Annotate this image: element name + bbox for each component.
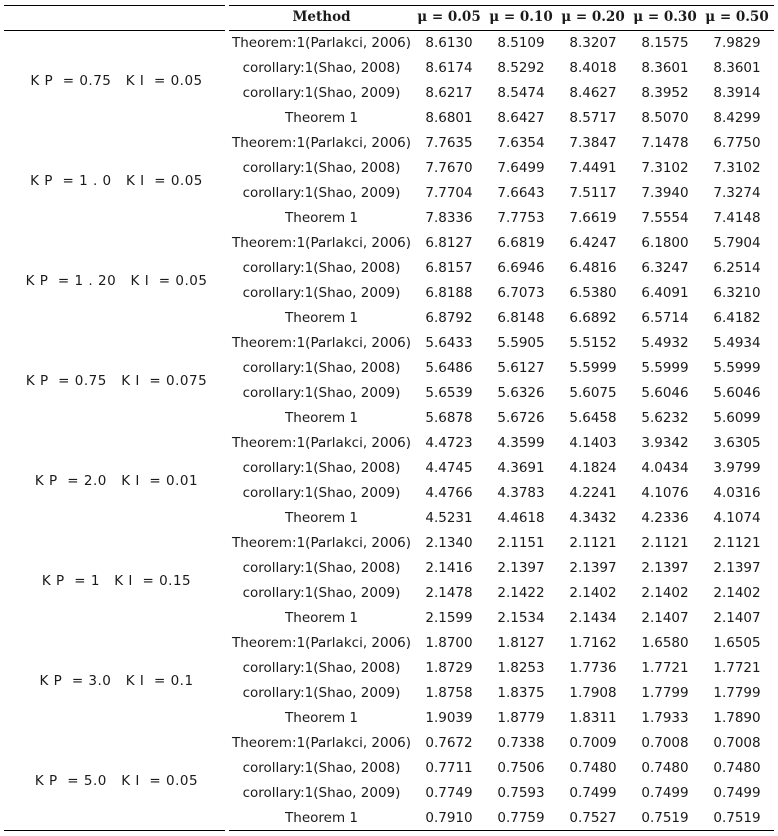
table-row: [229, 56, 774, 81]
table-row: [229, 231, 774, 256]
value-cell: 4.2241: [569, 485, 617, 501]
value-cell: 6.7750: [713, 135, 761, 151]
value-cell: 7.7635: [425, 135, 473, 151]
gain-condition: K P = 1 . 20 K I = 0.05: [25, 273, 208, 289]
value-cell: 0.7593: [497, 785, 545, 801]
value-cell: 4.1403: [569, 435, 617, 451]
method-cell: corollary:1(Shao, 2008): [242, 460, 401, 476]
value-cell: 2.1397: [641, 560, 689, 576]
parameter-group: [4, 731, 774, 831]
value-cell: 6.4182: [713, 310, 761, 326]
method-cell: corollary:1(Shao, 2008): [242, 360, 401, 376]
value-cell: 6.8188: [425, 285, 473, 301]
table-row: [229, 356, 774, 381]
table-row: [229, 281, 774, 306]
value-cell: 7.4148: [713, 210, 761, 226]
value-cell: 6.8127: [425, 235, 473, 251]
value-cell: 7.4491: [569, 160, 617, 176]
value-cell: 5.6433: [425, 335, 473, 351]
value-cell: 7.6619: [569, 210, 617, 226]
value-cell: 0.7672: [425, 735, 473, 751]
value-cell: 1.7799: [641, 685, 689, 701]
value-cell: 6.3247: [641, 260, 689, 276]
value-cell: 1.7736: [569, 660, 617, 676]
table-row: [229, 631, 774, 656]
method-cell: Theorem:1(Parlakci, 2006): [231, 235, 412, 251]
gain-condition: K P = 2.0 K I = 0.01: [34, 473, 199, 489]
value-cell: 0.7338: [497, 735, 545, 751]
value-cell: 3.9799: [713, 460, 761, 476]
method-cell: corollary:1(Shao, 2008): [242, 160, 401, 176]
value-cell: 0.7009: [569, 735, 617, 751]
value-cell: 0.7480: [641, 760, 689, 776]
value-cell: 5.5905: [497, 335, 545, 351]
table-row: [229, 156, 774, 181]
value-cell: 7.3102: [713, 160, 761, 176]
method-cell: corollary:1(Shao, 2009): [242, 685, 401, 701]
value-cell: 1.7721: [713, 660, 761, 676]
value-cell: 7.6354: [497, 135, 545, 151]
method-cell: Theorem 1: [285, 610, 358, 626]
value-cell: 1.8758: [425, 685, 473, 701]
method-cell: Theorem 1: [285, 210, 358, 226]
table-row: [229, 381, 774, 406]
value-cell: 1.6505: [713, 635, 761, 651]
mu-header-2: μ = 0.10: [489, 9, 553, 25]
value-cell: 5.6878: [425, 410, 473, 426]
value-cell: 1.7721: [641, 660, 689, 676]
value-cell: 4.4745: [425, 460, 473, 476]
method-header: Method: [292, 9, 351, 25]
mu-header-3: μ = 0.20: [561, 9, 625, 25]
value-cell: 6.5380: [569, 285, 617, 301]
method-cell: corollary:1(Shao, 2009): [242, 285, 401, 301]
mu-header-5: μ = 0.50: [705, 9, 769, 25]
value-cell: 4.4618: [497, 510, 545, 526]
value-cell: 2.1407: [641, 610, 689, 626]
value-cell: 4.2336: [641, 510, 689, 526]
gain-condition: K P = 5.0 K I = 0.05: [34, 773, 199, 789]
table-row: [229, 206, 774, 231]
value-cell: 7.1478: [641, 135, 689, 151]
value-cell: 2.1402: [569, 585, 617, 601]
method-cell: corollary:1(Shao, 2008): [242, 60, 401, 76]
method-cell: Theorem:1(Parlakci, 2006): [231, 635, 412, 651]
value-cell: 5.6726: [497, 410, 545, 426]
value-cell: 1.8729: [425, 660, 473, 676]
method-cell: corollary:1(Shao, 2009): [242, 185, 401, 201]
value-cell: 6.7073: [497, 285, 545, 301]
method-cell: Theorem:1(Parlakci, 2006): [231, 335, 412, 351]
table-row: [229, 681, 774, 706]
value-cell: 6.8792: [425, 310, 473, 326]
value-cell: 7.3847: [569, 135, 617, 151]
mu-header-4: μ = 0.30: [633, 9, 697, 25]
method-cell: Theorem:1(Parlakci, 2006): [231, 35, 412, 51]
gain-condition: K P = 3.0 K I = 0.1: [39, 673, 194, 689]
value-cell: 4.3599: [497, 435, 545, 451]
value-cell: 5.6232: [641, 410, 689, 426]
method-cell: corollary:1(Shao, 2009): [242, 485, 401, 501]
value-cell: 4.4723: [425, 435, 473, 451]
table-row: [229, 456, 774, 481]
method-cell: Theorem 1: [285, 410, 358, 426]
value-cell: 5.7904: [713, 235, 761, 251]
value-cell: 8.6217: [425, 85, 473, 101]
method-cell: Theorem 1: [285, 310, 358, 326]
value-cell: 7.6643: [497, 185, 545, 201]
table-row: [229, 481, 774, 506]
value-cell: 1.7908: [569, 685, 617, 701]
value-cell: 2.1340: [425, 535, 473, 551]
value-cell: 0.7910: [425, 810, 473, 826]
bottom-rule-left: [4, 830, 225, 831]
value-cell: 7.5554: [641, 210, 689, 226]
value-cell: 8.3601: [713, 60, 761, 76]
value-cell: 8.5292: [497, 60, 545, 76]
value-cell: 4.3432: [569, 510, 617, 526]
table-row: [229, 806, 774, 831]
table-row: [229, 181, 774, 206]
value-cell: 5.6326: [497, 385, 545, 401]
parameter-group: [4, 31, 774, 131]
value-cell: 5.6458: [569, 410, 617, 426]
value-cell: 2.1599: [425, 610, 473, 626]
value-cell: 5.4932: [641, 335, 689, 351]
value-cell: 5.5999: [713, 360, 761, 376]
gain-condition: K P = 1 K I = 0.15: [41, 573, 192, 589]
table-row: [229, 706, 774, 731]
method-cell: Theorem:1(Parlakci, 2006): [231, 535, 412, 551]
value-cell: 4.1074: [713, 510, 761, 526]
value-cell: 2.1478: [425, 585, 473, 601]
value-cell: 6.4816: [569, 260, 617, 276]
value-cell: 5.4934: [713, 335, 761, 351]
value-cell: 8.6174: [425, 60, 473, 76]
value-cell: 6.3210: [713, 285, 761, 301]
value-cell: 4.3691: [497, 460, 545, 476]
value-cell: 2.1534: [497, 610, 545, 626]
value-cell: 8.4018: [569, 60, 617, 76]
value-cell: 1.9039: [425, 710, 473, 726]
method-cell: Theorem 1: [285, 810, 358, 826]
method-cell: Theorem 1: [285, 510, 358, 526]
gain-condition: K P = 0.75 K I = 0.075: [25, 373, 208, 389]
parameter-group: [4, 631, 774, 731]
value-cell: 8.6130: [425, 35, 473, 51]
value-cell: 1.8311: [569, 710, 617, 726]
value-cell: 7.3940: [641, 185, 689, 201]
table-row: [229, 656, 774, 681]
method-cell: corollary:1(Shao, 2009): [242, 385, 401, 401]
mu-header-1: μ = 0.05: [417, 9, 481, 25]
value-cell: 8.6427: [497, 110, 545, 126]
table-row: [229, 256, 774, 281]
table-row: [229, 406, 774, 431]
value-cell: 8.3601: [641, 60, 689, 76]
value-cell: 6.1800: [641, 235, 689, 251]
value-cell: 8.5109: [497, 35, 545, 51]
value-cell: 1.7890: [713, 710, 761, 726]
value-cell: 2.1422: [497, 585, 545, 601]
value-cell: 0.7519: [713, 810, 761, 826]
value-cell: 2.1397: [497, 560, 545, 576]
table-row: [229, 106, 774, 131]
table-row: [229, 731, 774, 756]
value-cell: 6.6819: [497, 235, 545, 251]
value-cell: 0.7499: [641, 785, 689, 801]
value-cell: 1.8127: [497, 635, 545, 651]
value-cell: 8.6801: [425, 110, 473, 126]
value-cell: 5.5152: [569, 335, 617, 351]
value-cell: 5.6539: [425, 385, 473, 401]
table-row: [229, 606, 774, 631]
value-cell: 2.1121: [569, 535, 617, 551]
table-row: [229, 506, 774, 531]
method-cell: corollary:1(Shao, 2009): [242, 585, 401, 601]
value-cell: 0.7499: [713, 785, 761, 801]
value-cell: 5.6099: [713, 410, 761, 426]
value-cell: 4.1076: [641, 485, 689, 501]
value-cell: 7.8336: [425, 210, 473, 226]
value-cell: 3.9342: [641, 435, 689, 451]
value-cell: 7.6499: [497, 160, 545, 176]
value-cell: 8.4299: [713, 110, 761, 126]
parameter-group: [4, 531, 774, 631]
value-cell: 7.9829: [713, 35, 761, 51]
value-cell: 1.7162: [569, 635, 617, 651]
value-cell: 5.5999: [641, 360, 689, 376]
value-cell: 2.1402: [641, 585, 689, 601]
table-row: [229, 81, 774, 106]
value-cell: 5.5999: [569, 360, 617, 376]
gain-condition: K P = 1 . 0 K I = 0.05: [30, 173, 203, 189]
value-cell: 2.1397: [569, 560, 617, 576]
value-cell: 8.4627: [569, 85, 617, 101]
value-cell: 0.7499: [569, 785, 617, 801]
value-cell: 7.3274: [713, 185, 761, 201]
value-cell: 8.3914: [713, 85, 761, 101]
value-cell: 2.1434: [569, 610, 617, 626]
value-cell: 0.7711: [425, 760, 473, 776]
value-cell: 2.1402: [713, 585, 761, 601]
value-cell: 4.5231: [425, 510, 473, 526]
value-cell: 5.6046: [641, 385, 689, 401]
value-cell: 0.7480: [569, 760, 617, 776]
value-cell: 6.8157: [425, 260, 473, 276]
method-cell: Theorem:1(Parlakci, 2006): [231, 735, 412, 751]
value-cell: 8.1575: [641, 35, 689, 51]
value-cell: 2.1397: [713, 560, 761, 576]
table-row: [229, 556, 774, 581]
table-row: [229, 331, 774, 356]
value-cell: 5.6046: [713, 385, 761, 401]
value-cell: 7.5117: [569, 185, 617, 201]
value-cell: 2.1407: [713, 610, 761, 626]
value-cell: 2.1121: [713, 535, 761, 551]
value-cell: 5.6127: [497, 360, 545, 376]
value-cell: 0.7008: [713, 735, 761, 751]
value-cell: 0.7759: [497, 810, 545, 826]
value-cell: 0.7480: [713, 760, 761, 776]
value-cell: 8.5717: [569, 110, 617, 126]
table-row: [229, 531, 774, 556]
value-cell: 7.3102: [641, 160, 689, 176]
method-cell: corollary:1(Shao, 2008): [242, 660, 401, 676]
table-row: [229, 581, 774, 606]
value-cell: 6.8148: [497, 310, 545, 326]
method-cell: corollary:1(Shao, 2008): [242, 260, 401, 276]
value-cell: 0.7527: [569, 810, 617, 826]
value-cell: 7.7753: [497, 210, 545, 226]
value-cell: 7.7704: [425, 185, 473, 201]
value-cell: 4.0316: [713, 485, 761, 501]
value-cell: 1.8375: [497, 685, 545, 701]
value-cell: 0.7749: [425, 785, 473, 801]
parameter-group: [4, 231, 774, 331]
value-cell: 0.7519: [641, 810, 689, 826]
value-cell: 6.4091: [641, 285, 689, 301]
value-cell: 1.7799: [713, 685, 761, 701]
value-cell: 5.6486: [425, 360, 473, 376]
value-cell: 2.1121: [641, 535, 689, 551]
value-cell: 1.8700: [425, 635, 473, 651]
value-cell: 6.6892: [569, 310, 617, 326]
table-row: [229, 781, 774, 806]
value-cell: 6.2514: [713, 260, 761, 276]
table-row: [229, 756, 774, 781]
table-row: [229, 306, 774, 331]
table-header: [4, 5, 774, 30]
value-cell: 2.1416: [425, 560, 473, 576]
value-cell: 6.4247: [569, 235, 617, 251]
value-cell: 4.1824: [569, 460, 617, 476]
value-cell: 8.3207: [569, 35, 617, 51]
value-cell: 3.6305: [713, 435, 761, 451]
table-row: [229, 31, 774, 56]
table-row: [229, 131, 774, 156]
value-cell: 1.8779: [497, 710, 545, 726]
value-cell: 8.5474: [497, 85, 545, 101]
results-table: [4, 5, 774, 826]
method-cell: corollary:1(Shao, 2009): [242, 785, 401, 801]
bottom-rule-right: [229, 830, 774, 831]
parameter-group: [4, 331, 774, 431]
value-cell: 8.5070: [641, 110, 689, 126]
value-cell: 7.7670: [425, 160, 473, 176]
value-cell: 4.0434: [641, 460, 689, 476]
value-cell: 1.6580: [641, 635, 689, 651]
gain-condition: K P = 0.75 K I = 0.05: [30, 73, 203, 89]
parameter-group: [4, 131, 774, 231]
value-cell: 6.5714: [641, 310, 689, 326]
method-cell: corollary:1(Shao, 2008): [242, 760, 401, 776]
value-cell: 1.8253: [497, 660, 545, 676]
method-cell: Theorem 1: [285, 110, 358, 126]
value-cell: 2.1151: [497, 535, 545, 551]
value-cell: 1.7933: [641, 710, 689, 726]
method-cell: Theorem 1: [285, 710, 358, 726]
method-cell: corollary:1(Shao, 2008): [242, 560, 401, 576]
method-cell: Theorem:1(Parlakci, 2006): [231, 435, 412, 451]
value-cell: 0.7008: [641, 735, 689, 751]
parameter-group: [4, 431, 774, 531]
table-row: [229, 431, 774, 456]
value-cell: 5.6075: [569, 385, 617, 401]
method-cell: corollary:1(Shao, 2009): [242, 85, 401, 101]
value-cell: 4.3783: [497, 485, 545, 501]
value-cell: 6.6946: [497, 260, 545, 276]
value-cell: 4.4766: [425, 485, 473, 501]
value-cell: 0.7506: [497, 760, 545, 776]
value-cell: 8.3952: [641, 85, 689, 101]
method-cell: Theorem:1(Parlakci, 2006): [231, 135, 412, 151]
